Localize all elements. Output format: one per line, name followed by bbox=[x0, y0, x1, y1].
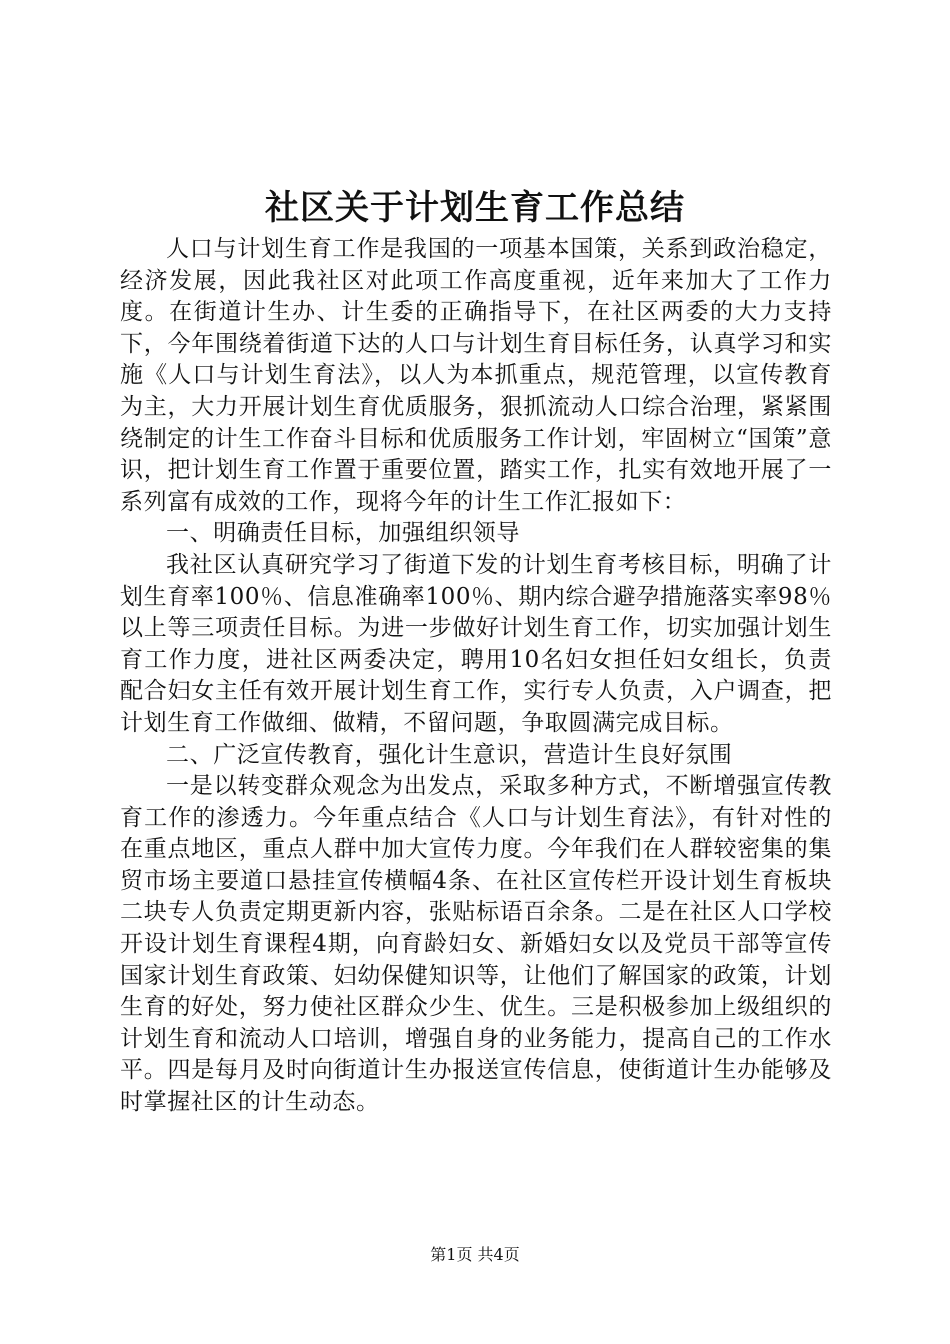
page-number-footer: 第1页 共4页 bbox=[430, 1245, 520, 1264]
paragraph-section-1: 我社区认真研究学习了街道下发的计划生育考核目标，明确了计划生育率100％、信息准确率100％、期内综合避孕措施落实率98％以上等三项责任目标。为进一步做好计划生育工作，切实加强计划生育工作力度，进社区两委决定，聘用10名妇女担任妇女组长，负责配合妇女主任有效开展计划生育工作，实行专人负责，入户调查，把计划生育工作做细、做精，不留问题，争取圆满完成目标。 bbox=[120, 551, 832, 736]
paragraph-section-2: 一是以转变群众观念为出发点，采取多种方式，不断增强宣传教育工作的渗透力。今年重点结合《人口与计划生育法》，有针对性的在重点地区，重点人群中加大宣传力度。今年我们在人群较密集的集贸市场主要道口悬挂宣传横幅4条、在社区宣传栏开设计划生育板块二块专人负责定期更新内容，张贴标语百余条。二是在社区人口学校开设计划生育课程4期，向育龄妇女、新婚妇女以及党员干部等宣传国家计划生育政策、妇幼保健知识等，让他们了解国家的政策，计划生育的好处，努力使社区群众少生、优生。三是积极参加上级组织的计划生育和流动人口培训，增强自身的业务能力，提高自己的工作水平。四是每月及时向街道计生办报送宣传信息，使街道计生办能够及时掌握社区的计生动态。 bbox=[120, 773, 832, 1116]
document-body bbox=[120, 234, 832, 1119]
document-title: 社区关于计划生育工作总结 bbox=[265, 188, 685, 228]
section-heading-1: 一、明确责任目标，加强组织领导 bbox=[166, 520, 520, 547]
section-heading-2: 二、广泛宣传教育，强化计生意识，营造计生良好氛围 bbox=[166, 741, 733, 768]
paragraph-intro: 人口与计划生育工作是我国的一项基本国策，关系到政治稳定，经济发展，因此我社区对此项工作高度重视，近年来加大了工作力度。在街道计生办、计生委的正确指导下，在社区两委的大力支持下，今年围绕着街道下达的人口与计划生育目标任务，认真学习和实施《人口与计划生育法》，以人为本抓重点，规范管理，以宣传教育为主，大力开展计划生育优质服务，狠抓流动人口综合治理，紧紧围绕制定的计生工作奋斗目标和优质服务工作计划，牢固树立“国策”意识，把计划生育工作置于重要位置，踏实工作，扎实有效地开展了一系列富有成效的工作，现将今年的计生工作汇报如下： bbox=[120, 236, 832, 515]
